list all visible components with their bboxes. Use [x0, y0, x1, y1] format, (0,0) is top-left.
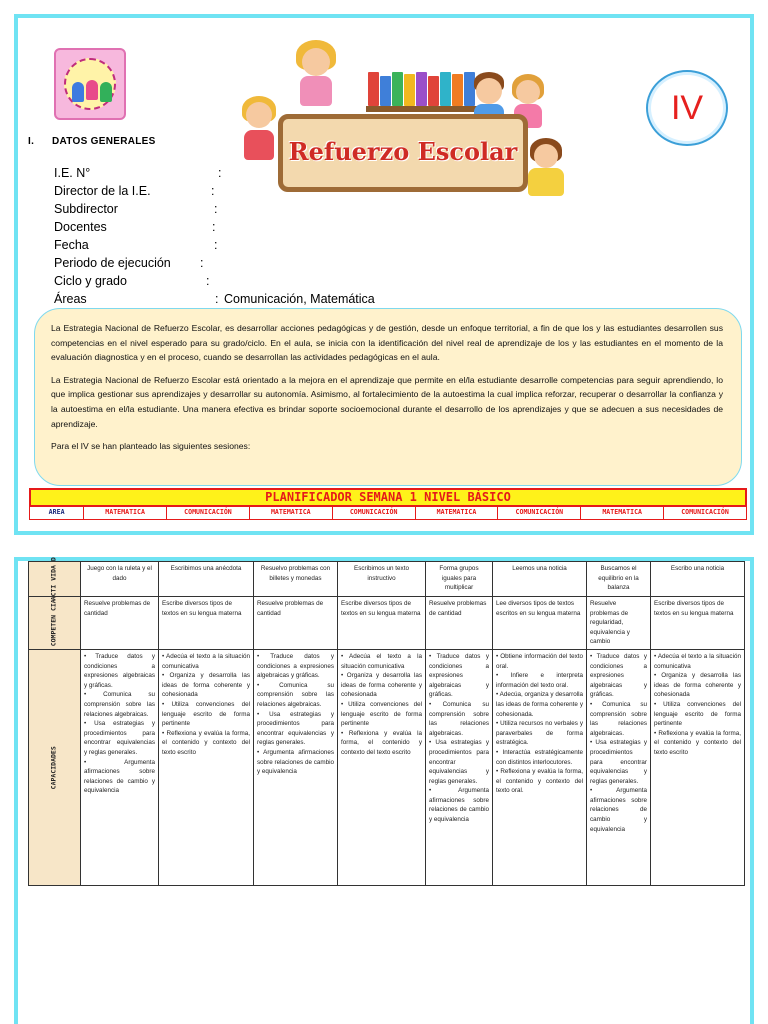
- capacidades-cell: • Adecúa el texto a la situación comunicativa • Organiza y desarrolla las ideas de forma coherente y cohesionada • Utiliza convenciones del lenguaje escrito de forma pertinente • Reflexiona y evalúa la forma, el contenido y contexto del texto escrito: [651, 649, 745, 885]
- intro-box: [34, 308, 742, 486]
- child-face: [302, 48, 330, 76]
- field-colon: :: [214, 202, 218, 216]
- planner-area-cell: COMUNICACIÓN: [333, 507, 416, 519]
- field-label: Fecha: [54, 238, 89, 252]
- activity-cell: Buscamos el equilibrio en la balanza: [587, 562, 651, 597]
- field-fecha: [54, 236, 494, 254]
- activity-row: [29, 562, 745, 597]
- activity-cell: Leemos una noticia: [493, 562, 587, 597]
- general-data-fields: [54, 164, 494, 308]
- book-illustration: [404, 74, 415, 106]
- book-illustration: [380, 76, 391, 106]
- activity-cell: Escribo una noticia: [651, 562, 745, 597]
- competencia-cell: Resuelve problemas de cantidad: [254, 597, 338, 650]
- competencia-cell: Lee diversos tipos de textos escritos en su lengua materna: [493, 597, 587, 650]
- activity-cell: Escribimos un texto instructivo: [338, 562, 426, 597]
- field-docentes: [54, 218, 494, 236]
- book-illustration: [392, 72, 403, 106]
- field-colon: :: [215, 292, 219, 306]
- competencia-cell: Resuelve problemas de regularidad, equivalencia y cambio: [587, 597, 651, 650]
- field-value: Comunicación, Matemática: [224, 292, 375, 306]
- intro-paragraph: La Estrategia Nacional de Refuerzo Escolar, es desarrollar acciones pedagógicas y de gestión, desde un enfoque territorial, a fin de que los y las estudiantes desarrollen sus competencias en el nivel esperado para su grado/ciclo. En el aula, se inicia con la identificación del nivel real de aprendizaje de los y las estudiantes en el momento de la evaluación diagnostica y en el proceso, cuando se desarrollan las actividades pedagógicas en el aula.: [51, 323, 723, 363]
- field-colon: :: [212, 220, 216, 234]
- book-illustration: [452, 74, 463, 106]
- activity-cell: Escribimos una anécdota: [159, 562, 254, 597]
- capacidades-cell: • Adecúa el texto a la situación comunicativa • Organiza y desarrolla las ideas de forma coherente y cohesionada • Utiliza convenciones del lenguaje escrito de forma pertinente • Reflexiona y evalúa la forma, el contenido y contexto del texto escrito: [159, 649, 254, 885]
- child-face: [246, 102, 272, 128]
- intro-paragraph: Para el IV se han planteado las siguientes sesiones:: [51, 441, 251, 452]
- field-label: Periodo de ejecución: [54, 256, 171, 270]
- planner-area-cell: MATEMATICA: [250, 507, 333, 519]
- weekly-planner: [29, 488, 747, 520]
- book-illustration: [368, 72, 379, 106]
- book-illustration: [464, 72, 475, 106]
- field-label: Docentes: [54, 220, 107, 234]
- competencia-cell: Escribe diversos tipos de textos en su lengua materna: [338, 597, 426, 650]
- capacidades-cell: • Traduce datos y condiciones a expresiones algebraicas y gráficas. • Comunica su comprensión sobre las relaciones algebraicas. • Usa estrategias y procedimientos para encontrar equivalencias y reglas generales. • Argumenta afirmaciones sobre relaciones de cambio y equivalencia: [254, 649, 338, 885]
- planner-title: PLANIFICADOR SEMANA 1 NIVEL BÁSICO: [29, 488, 747, 507]
- child-face: [516, 80, 540, 104]
- row-head-actividad: ACTI VIDA D: [29, 562, 81, 597]
- child-body: [528, 168, 564, 196]
- planner-area-cell: COMUNICACIÓN: [167, 507, 250, 519]
- child-face: [534, 144, 558, 168]
- field-label: Áreas: [54, 292, 87, 306]
- planner-area-cell: MATEMATICA: [84, 507, 167, 519]
- field-label: Subdirector: [54, 202, 118, 216]
- capacidades-cell: • Obtiene información del texto oral. • Infiere e interpreta información del texto oral. • Adecúa, organiza y desarrolla las ideas de forma coherente y cohesionada. • Utiliza recursos no verbales y paraverbales de forma estratégica. • Interactúa estratégicamente con distintos interlocutores. • Reflexiona y evalúa la forma, el contenido y contexto del texto oral.: [493, 649, 587, 885]
- capacidades-cell: • Traduce datos y condiciones a expresiones algebraicas y gráficas. • Comunica su comprensión sobre las relaciones algebraicas. • Usa estrategias y procedimientos para encontrar equivalencias y reglas generales. • Argumenta afirmaciones sobre relaciones de cambio y equivalencia: [426, 649, 493, 885]
- child-body: [244, 130, 274, 160]
- logo-figure: [86, 80, 98, 100]
- planner-row-label: AREA: [30, 507, 84, 519]
- activity-cell: Forma grupos iguales para multiplicar: [426, 562, 493, 597]
- child-face: [476, 78, 502, 104]
- sessions-table: [28, 557, 745, 886]
- field-label: I.E. N°: [54, 166, 91, 180]
- activity-cell: Juego con la ruleta y el dado: [81, 562, 159, 597]
- field-director: [54, 182, 494, 200]
- field-ciclo-grado: [54, 272, 494, 290]
- bookshelf: [366, 106, 484, 112]
- planner-area-row: [29, 507, 747, 520]
- field-colon: :: [200, 256, 204, 270]
- capacidades-cell: • Traduce datos y condiciones a expresiones algebraicas y gráficas. • Comunica su comprensión sobre las relaciones algebraicas. • Usa estrategias y procedimientos para encontrar equivalencias y reglas generales. • Argumenta afirmaciones sobre relaciones de cambio y equivalencia: [81, 649, 159, 885]
- capacidades-row: [29, 649, 745, 885]
- planner-area-cell: COMUNICACIÓN: [498, 507, 581, 519]
- field-colon: :: [211, 184, 215, 198]
- document-page-1: [14, 14, 754, 535]
- capacidades-cell: • Adecúa el texto a la situación comunicativa • Organiza y desarrolla las ideas de forma coherente y cohesionada • Utiliza convenciones del lenguaje escrito de forma pertinente • Reflexiona y evalúa la forma, el contenido y contexto del texto escrito: [338, 649, 426, 885]
- section-title: DATOS GENERALES: [52, 136, 156, 147]
- child-body: [300, 76, 332, 106]
- section-heading: [28, 136, 156, 147]
- field-colon: :: [218, 166, 222, 180]
- document-page-2: [14, 557, 754, 1024]
- planner-area-cell: MATEMATICA: [416, 507, 499, 519]
- competencia-cell: Resuelve problemas de cantidad: [426, 597, 493, 650]
- field-subdirector: [54, 200, 494, 218]
- field-colon: :: [214, 238, 218, 252]
- level-badge: [646, 70, 728, 146]
- competencia-row: [29, 597, 745, 650]
- logo-figure: [100, 82, 112, 102]
- book-illustration: [416, 72, 427, 106]
- field-areas: [54, 290, 494, 308]
- row-head-capacidades: CAPACIDADES: [29, 649, 81, 885]
- banner-title: Refuerzo Escolar: [288, 137, 518, 166]
- sessions-table-wrap: [28, 557, 744, 886]
- book-illustration: [428, 76, 439, 106]
- level-label: IV: [670, 88, 704, 127]
- competencia-cell: Escribe diversos tipos de textos en su lengua materna: [159, 597, 254, 650]
- competencia-cell: Resuelve problemas de cantidad: [81, 597, 159, 650]
- capacidades-cell: • Traduce datos y condiciones a expresiones algebraicas y gráficas. • Comunica su comprensión sobre las relaciones algebraicas. • Usa estrategias y procedimientos para encontrar equivalencias y reglas generales. • Argumenta afirmaciones sobre relaciones de cambio y equivalencia: [587, 649, 651, 885]
- field-label: Director de la I.E.: [54, 184, 151, 198]
- section-number: I.: [28, 136, 35, 147]
- logo-figure: [72, 82, 84, 102]
- field-colon: :: [206, 274, 210, 288]
- school-logo: [54, 48, 126, 120]
- competencia-cell: Escribe diversos tipos de textos en su lengua materna: [651, 597, 745, 650]
- field-label: Ciclo y grado: [54, 274, 127, 288]
- intro-paragraph: La Estrategia Nacional de Refuerzo Escolar está orientado a la mejora en el aprendizaje que permite en el/la estudiante desarrolle competencias para seguir aprendiendo, lo que implica gestionar sus aprendizajes y desarrollar su autonomía. Asimismo, al fortalecimiento de la autoestima la cual implica reforzar, recuperar o desarrollar la confianza y la autoestima en el/la estudiante. Una manera efectiva es brindar soporte socioemocional durante el desarrollo de los aprendizajes y que se adecuen a sus necesidades de aprendizaje.: [51, 374, 723, 429]
- row-head-competencia: COMPETEN CIA: [29, 597, 81, 650]
- planner-area-cell: COMUNICACIÓN: [681, 508, 729, 516]
- activity-cell: Resuelvo problemas con billetes y monedas: [254, 562, 338, 597]
- book-illustration: [440, 72, 451, 106]
- planner-area-cell: MATEMATICA: [581, 507, 664, 519]
- field-periodo: [54, 254, 494, 272]
- field-ie: [54, 164, 494, 182]
